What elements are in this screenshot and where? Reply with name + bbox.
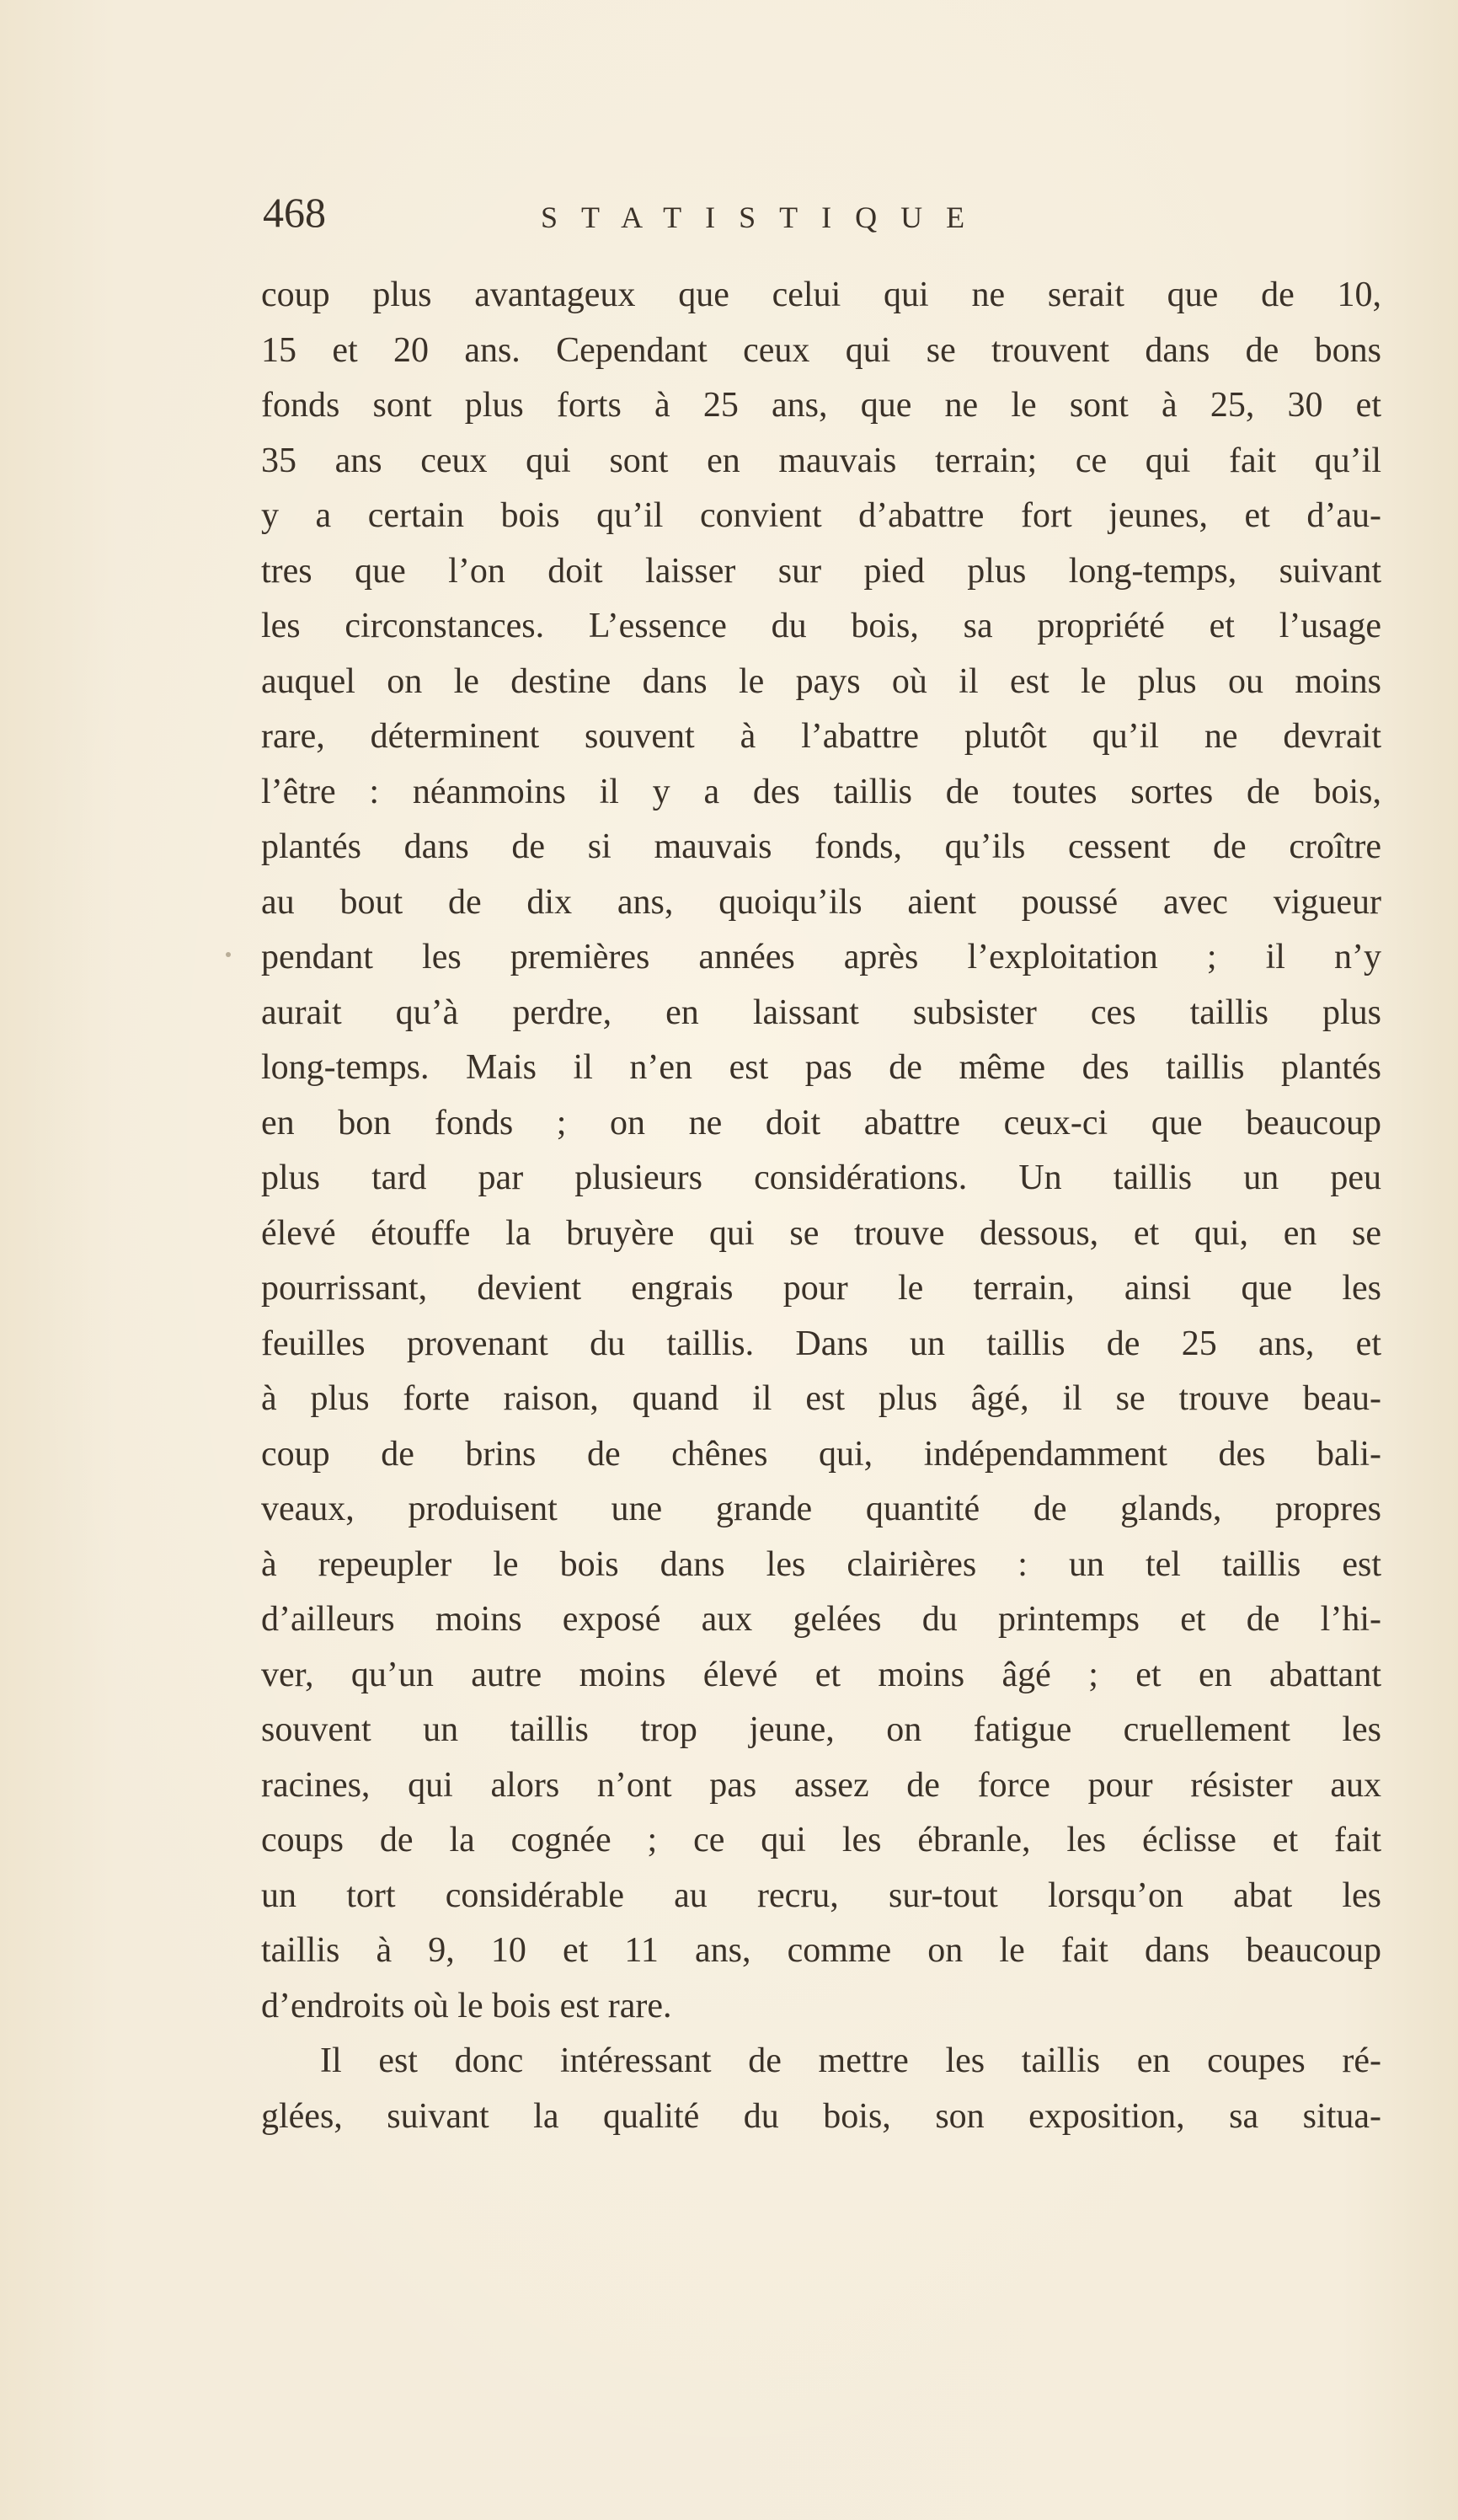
text-line: pourrissant, devient engrais pour le terrain, ainsi que les: [261, 1269, 1381, 1308]
text-line: tres que l’on doit laisser sur pied plus long-temps, suivant: [261, 551, 1381, 591]
text-line: aurait qu’à perdre, en laissant subsister ces taillis plus: [261, 992, 1381, 1032]
text-line: racines, qui alors n’ont pas assez de force pour résister aux: [261, 1765, 1381, 1805]
text-line: en bon fonds ; on ne doit abattre ceux-ci que beaucoup: [261, 1103, 1381, 1142]
text-line: rare, déterminent souvent à l’abattre plutôt qu’il ne devrait: [261, 717, 1381, 756]
text-line: 15 et 20 ans. Cependant ceux qui se trouvent dans de bons: [261, 330, 1381, 370]
text-line: plantés dans de si mauvais fonds, qu’ils cessent de croître: [261, 827, 1381, 866]
text-line: fonds sont plus forts à 25 ans, que ne le sont à 25, 30 et: [261, 386, 1381, 425]
text-line: un tort considérable au recru, sur-tout lorsqu’on abat les: [261, 1875, 1381, 1915]
text-line: pendant les premières années après l’exploitation ; il n’y: [261, 938, 1381, 976]
body-text: [261, 268, 1381, 2144]
text-line: l’être : néanmoins il y a des taillis de toutes sortes de bois,: [261, 772, 1381, 811]
text-line: auquel on le destine dans le pays où il est le plus ou moins: [261, 661, 1381, 701]
paragraph-end-line: d’endroits où le bois est rare.: [261, 1986, 672, 2025]
text-line: coup plus avantageux que celui qui ne serait que de 10,: [261, 276, 1381, 314]
text-line: feuilles provenant du taillis. Dans un taillis de 25 ans, et: [261, 1324, 1381, 1363]
running-head: STATISTIQUE: [541, 201, 989, 234]
text-line: les circonstances. L’essence du bois, sa propriété et l’usage: [261, 607, 1381, 645]
text-line: au bout de dix ans, quoiqu’ils aient poussé avec vigueur: [261, 882, 1381, 922]
text-line: coups de la cognée ; ce qui les ébranle, les éclisse et fait: [261, 1821, 1381, 1859]
text-line: à repeupler le bois dans les clairières : un tel taillis est: [261, 1544, 1381, 1584]
page-header: [263, 187, 1383, 246]
text-line: glées, suivant la qualité du bois, son exposition, sa situa-: [261, 2096, 1381, 2136]
text-line: 35 ans ceux qui sont en mauvais terrain; ce qui fait qu’il: [261, 441, 1381, 480]
text-line: long-temps. Mais il n’en est pas de même des taillis plantés: [261, 1048, 1381, 1087]
text-line: veaux, produisent une grande quantité de glands, propres: [261, 1490, 1381, 1528]
text-line: taillis à 9, 10 et 11 ans, comme on le fait dans beaucoup: [261, 1931, 1381, 1970]
text-line: élevé étouffe la bruyère qui se trouve dessous, et qui, en se: [261, 1213, 1381, 1253]
text-line: à plus forte raison, quand il est plus âgé, il se trouve beau-: [261, 1379, 1381, 1418]
text-line: d’ailleurs moins exposé aux gelées du printemps et de l’hi-: [261, 1600, 1381, 1639]
page-number: 468: [263, 189, 326, 236]
text-line: y a certain bois qu’il convient d’abattre fort jeunes, et d’au-: [261, 496, 1381, 535]
text-line: plus tard par plusieurs considérations. Un taillis un peu: [261, 1158, 1381, 1197]
text-line: coup de brins de chênes qui, indépendamment des bali-: [261, 1434, 1381, 1474]
paragraph-start-line: Il est donc intéressant de mettre les taillis en coupes ré-: [320, 2041, 1381, 2080]
margin-mark: [226, 952, 231, 957]
text-line: souvent un taillis trop jeune, on fatigue cruellement les: [261, 1710, 1381, 1749]
text-line: ver, qu’un autre moins élevé et moins âgé ; et en abattant: [261, 1655, 1381, 1694]
